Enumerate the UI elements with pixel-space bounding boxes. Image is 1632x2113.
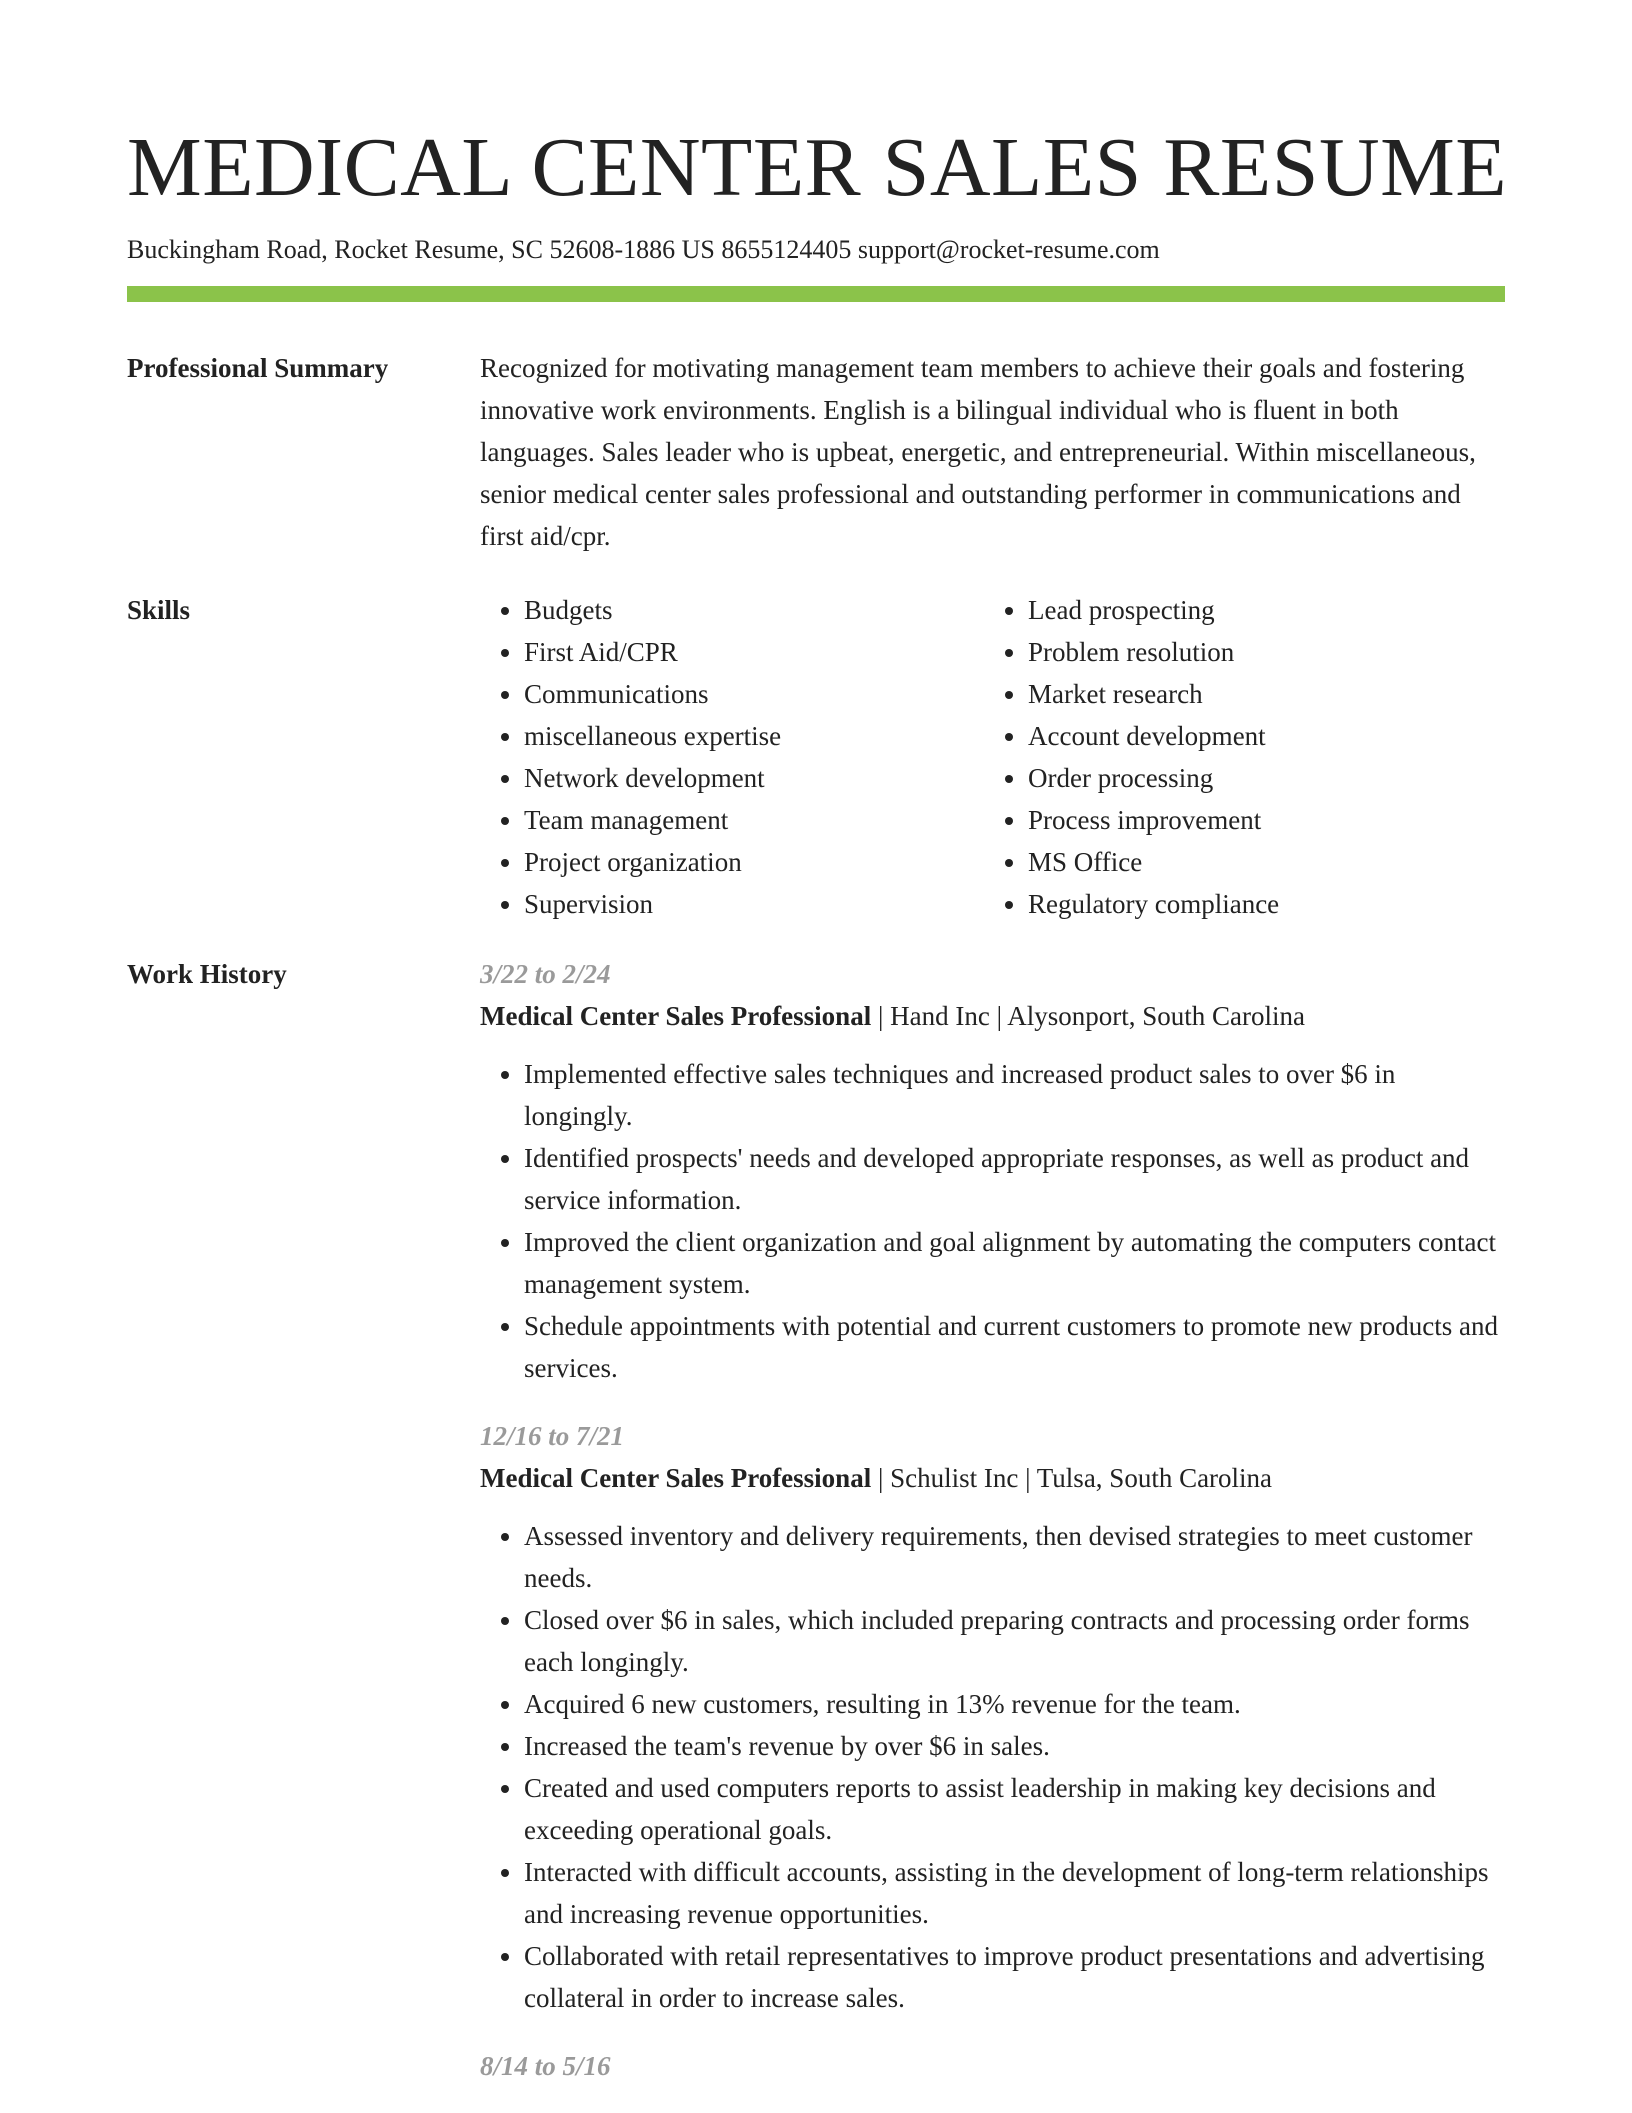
skill-item: • Project organization bbox=[524, 841, 984, 883]
skill-item: • Account development bbox=[1028, 715, 1488, 757]
section-label-summary: Professional Summary bbox=[127, 353, 389, 383]
job-entry bbox=[480, 953, 1510, 1389]
job-company-location: | Schulist Inc | Tulsa, South Carolina bbox=[871, 1463, 1273, 1493]
skill-item: • Network development bbox=[524, 757, 984, 799]
summary-body bbox=[480, 347, 1510, 557]
section-label-work-history: Work History bbox=[127, 959, 287, 989]
job-bullet: • Acquired 6 new customers, resulting in 13% revenue for the team. bbox=[524, 1683, 1510, 1725]
skill-item: • Market research bbox=[1028, 673, 1488, 715]
job-bullet: • Improved the client organization and goal alignment by automating the computers contact management system. bbox=[524, 1221, 1510, 1305]
skill-item: • miscellaneous expertise bbox=[524, 715, 984, 757]
job-company-location: | Hand Inc | Alysonport, South Carolina bbox=[871, 1001, 1305, 1031]
job-title: Medical Center Sales Professional bbox=[480, 1001, 872, 1031]
skill-item: • Budgets bbox=[524, 589, 984, 631]
skill-item: • Order processing bbox=[1028, 757, 1488, 799]
job-bullet: • Increased the team's revenue by over $6 in sales. bbox=[524, 1725, 1510, 1767]
job-heading bbox=[480, 1457, 1510, 1499]
job-title: Medical Center Sales Professional bbox=[480, 1463, 872, 1493]
job-bullet: • Created and used computers reports to assist leadership in making key decisions and exceeding operational goals. bbox=[524, 1767, 1510, 1851]
job-bullet: • Identified prospects' needs and developed appropriate responses, as well as product and service information. bbox=[524, 1137, 1510, 1221]
skill-item: • Problem resolution bbox=[1028, 631, 1488, 673]
job-bullet: • Assessed inventory and delivery requirements, then devised strategies to meet customer needs. bbox=[524, 1515, 1510, 1599]
job-bullets bbox=[480, 1515, 1510, 2019]
job-bullet: • Collaborated with retail representatives to improve product presentations and advertising collateral in order to increase sales. bbox=[524, 1935, 1510, 2019]
job-entry bbox=[480, 1415, 1510, 2019]
skill-item: • Communications bbox=[524, 673, 984, 715]
skill-item: • First Aid/CPR bbox=[524, 631, 984, 673]
work-history-body bbox=[480, 953, 1510, 2113]
accent-divider bbox=[127, 286, 1505, 302]
skill-item: • Team management bbox=[524, 799, 984, 841]
job-date: 3/22 to 2/24 bbox=[480, 959, 611, 989]
job-bullets bbox=[480, 1053, 1510, 1389]
job-heading bbox=[480, 995, 1510, 1037]
skills-list-right bbox=[984, 589, 1488, 925]
section-label-skills: Skills bbox=[127, 595, 191, 625]
job-date: 8/14 to 5/16 bbox=[480, 2051, 611, 2081]
skill-item: • Supervision bbox=[524, 883, 984, 925]
skills-list-left bbox=[480, 589, 984, 925]
job-date: 12/16 to 7/21 bbox=[480, 1421, 625, 1451]
job-bullet: • Interacted with difficult accounts, assisting in the development of long-term relationships and increasing revenue opportunities. bbox=[524, 1851, 1510, 1935]
contact-line: Buckingham Road, Rocket Resume, SC 52608-1886 US 8655124405 support@rocket-resume.com bbox=[127, 235, 1160, 264]
skill-item: • Process improvement bbox=[1028, 799, 1488, 841]
skill-item: • Lead prospecting bbox=[1028, 589, 1488, 631]
resume-title: MEDICAL CENTER SALES RESUME bbox=[127, 121, 1508, 214]
job-bullet: • Closed over $6 in sales, which included preparing contracts and processing order forms each longingly. bbox=[524, 1599, 1510, 1683]
skill-item: • Regulatory compliance bbox=[1028, 883, 1488, 925]
job-entry bbox=[480, 2045, 1510, 2087]
job-bullet: • Implemented effective sales techniques and increased product sales to over $6 in longingly. bbox=[524, 1053, 1510, 1137]
summary-text: Recognized for motivating management team members to achieve their goals and fostering innovative work environments. English is a bilingual individual who is fluent in both languages. Sales leader who is upbeat, energetic, and entrepreneurial. Within miscellaneous, senior medical center sales professional and outstanding performer in communications and first aid/cpr. bbox=[480, 353, 1476, 551]
job-bullet: • Schedule appointments with potential and current customers to promote new products and services. bbox=[524, 1305, 1510, 1389]
skill-item: • MS Office bbox=[1028, 841, 1488, 883]
skills-columns bbox=[480, 589, 1510, 925]
